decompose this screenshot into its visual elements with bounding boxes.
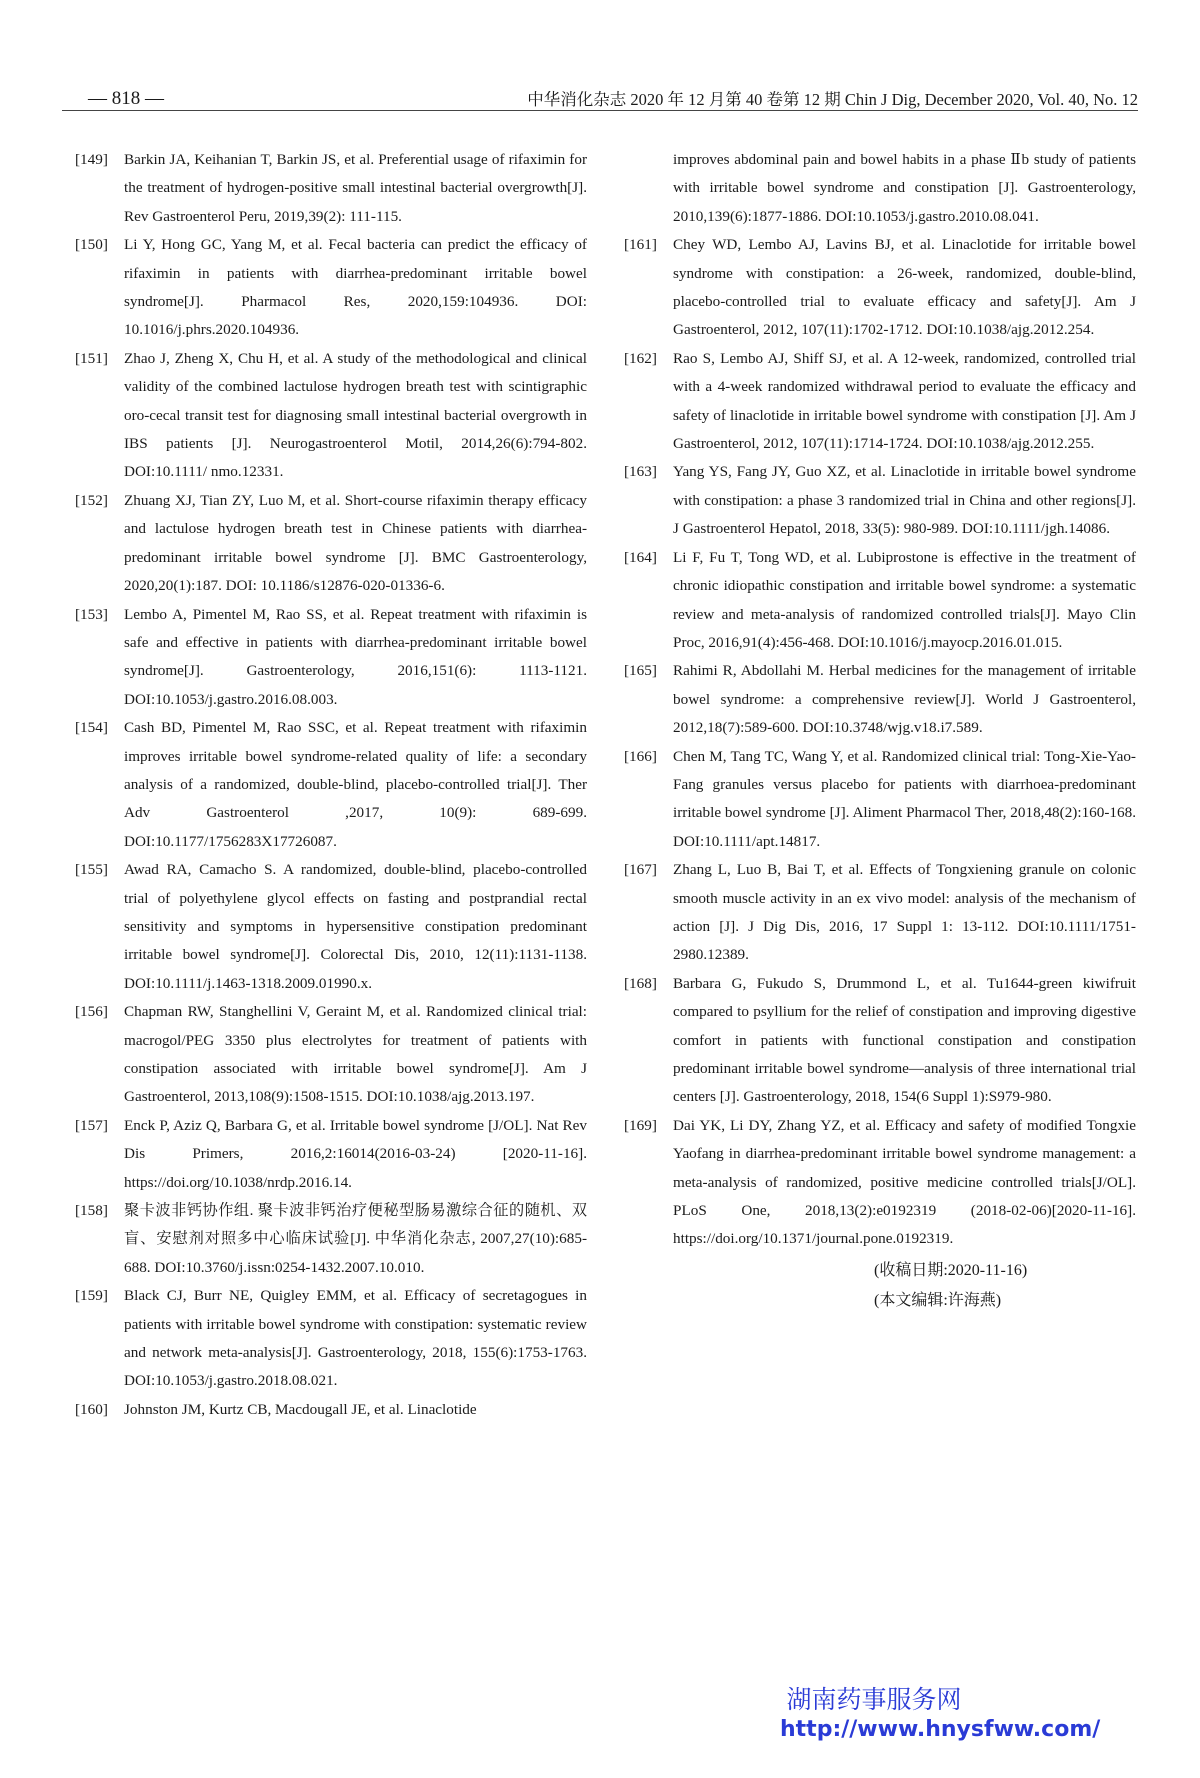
journal-running-header: 中华消化杂志 2020 年 12 月第 40 卷第 12 期 Chin J Dig, December 2020, Vol. 40, No. 12	[527, 90, 1138, 109]
reference-number: [162]	[624, 349, 657, 367]
reference-number: [165]	[624, 662, 657, 680]
article-editor: (本文编辑:许海燕)	[874, 1291, 1002, 1309]
reference-text: Rao S, Lembo AJ, Shiff SJ, et al. A 12-week, randomized, controlled trial with a 4-week randomized withdrawal period to evaluate the efficacy and safety of linaclotide in irritable bowel syndrome with constipation [J]. Am J Gastroenterol, 2012, 107(11):1714-1724. DOI:10.1038/ajg.2012.255.	[673, 349, 1136, 453]
reference-item	[75, 998, 587, 1112]
reference-number: [163]	[624, 463, 657, 481]
reference-number: [161]	[624, 236, 657, 254]
reference-number: [155]	[75, 861, 108, 879]
reference-text: Chen M, Tang TC, Wang Y, et al. Randomized clinical trial: Tong-Xie-Yao-Fang granules versus placebo for patients with diarrhoea-predominant irritable bowel syndrome [J]. Aliment Pharmacol Ther, 2018,48(2):160-168. DOI:10.1111/apt.14817.	[673, 747, 1136, 850]
reference-text: Cash BD, Pimentel M, Rao SSC, et al. Repeat treatment with rifaximin improves irritable bowel syndrome-related quality of life: a secondary analysis of a randomized, double-blind, placebo-controlled trial[J]. Ther Adv Gastroenterol ,2017, 10(9): 689-699. DOI:10.1177/1756283X17726087.	[124, 719, 587, 850]
reference-text: Barbara G, Fukudo S, Drummond L, et al. Tu1644-green kiwifruit compared to psyllium for the relief of constipation and improving digestive comfort in patients with functional constipation and constipation predominant irritable bowel syndrome—analysis of three international trial centers [J]. Gastroenterology, 2018, 154(6 Suppl 1):S979-980.	[673, 974, 1136, 1106]
reference-number: [160]	[75, 1400, 108, 1418]
reference-number: [169]	[624, 1116, 657, 1134]
reference-number: [157]	[75, 1116, 108, 1134]
reference-item	[75, 856, 587, 998]
reference-number: [164]	[624, 548, 657, 566]
reference-text: Yang YS, Fang JY, Guo XZ, et al. Linaclotide in irritable bowel syndrome with constipation: a phase 3 randomized trial in China and other regions[J]. J Gastroenterol Hepatol, 2018, 33(5): 980-989. DOI:10.1111/jgh.14086.	[673, 463, 1136, 538]
reference-item	[75, 714, 587, 856]
reference-item	[75, 487, 587, 601]
reference-text: Black CJ, Burr NE, Quigley EMM, et al. Efficacy of secretagogues in patients with irritable bowel syndrome with constipation: systematic review and network meta-analysis[J]. Gastroenterology, 2018, 155(6):1753-1763. DOI:10.1053/j.gastro.2018.08.021.	[124, 1287, 587, 1390]
reference-item	[75, 1282, 587, 1396]
reference-item	[624, 657, 1136, 742]
header-divider	[62, 110, 1138, 111]
reference-item	[624, 856, 1136, 970]
reference-item	[75, 345, 587, 487]
reference-text: Rahimi R, Abdollahi M. Herbal medicines for the management of irritable bowel syndrome: a comprehensive review[J]. World J Gastroenterol, 2012,18(7):589-600. DOI:10.3748/wjg.v18.i7.589.	[673, 662, 1136, 737]
reference-text: Awad RA, Camacho S. A randomized, double-blind, placebo-controlled trial of polyethylene glycol effects on fasting and postprandial rectal sensitivity and symptoms in hypersensitive constipation predominant irritable bowel syndrome[J]. Colorectal Dis, 2010, 12(11):1131-1138. DOI:10.1111/j.1463-1318.2009.01990.x.	[124, 861, 587, 992]
reference-number: [150]	[75, 236, 108, 254]
reference-number: [152]	[75, 491, 108, 509]
page-number: — 818 —	[88, 88, 164, 109]
reference-item	[624, 970, 1136, 1112]
references-right-column	[624, 146, 1136, 1316]
reference-item	[75, 231, 587, 345]
reference-number: [156]	[75, 1003, 108, 1021]
watermark-site-name: 湖南药事服务网	[786, 1685, 962, 1714]
reference-continuation	[624, 146, 1136, 231]
reference-text: Dai YK, Li DY, Zhang YZ, et al. Efficacy and safety of modified Tongxie Yaofang in diarrhea-predominant irritable bowel syndrome management: a meta-analysis of randomized, positive medicine controlled trials[J/OL]. PLoS One, 2018,13(2):e0192319 (2018-02-06)[2020-11-16]. https://doi.org/10.1371/journal.pone.0192319.	[673, 1116, 1136, 1248]
reference-item	[75, 146, 587, 231]
reference-text: Zhuang XJ, Tian ZY, Luo M, et al. Short-course rifaximin therapy efficacy and lactulose hydrogen breath test in Chinese patients with diarrhea-predominant irritable bowel syndrome [J]. BMC Gastroenterology, 2020,20(1):187. DOI: 10.1186/s12876-020-01336-6.	[124, 491, 587, 595]
references-left-column	[75, 146, 587, 1424]
end-notes	[624, 1256, 1136, 1316]
received-date: (收稿日期:2020-11-16)	[874, 1261, 1028, 1279]
reference-number: [167]	[624, 861, 657, 879]
reference-text: improves abdominal pain and bowel habits in a phase Ⅱb study of patients with irritable bowel syndrome and constipation [J]. Gastroenterology, 2010,139(6):1877-1886. DOI:10.1053/j.gastro.2010.08.041.	[673, 151, 1136, 225]
reference-item	[624, 345, 1136, 459]
reference-item	[624, 743, 1136, 857]
reference-text: Zhao J, Zheng X, Chu H, et al. A study of the methodological and clinical validity of the combined lactulose hydrogen breath test with scintigraphic oro-cecal transit test for diagnosing small intestinal bacterial overgrowth in IBS patients [J]. Neurogastroenterol Motil, 2014,26(6):794-802. DOI:10.1111/ nmo.12331.	[124, 349, 587, 481]
reference-item	[75, 601, 587, 715]
watermark-url[interactable]: http://www.hnysfww.com/	[780, 1717, 1101, 1742]
reference-item	[624, 1112, 1136, 1254]
reference-text: Barkin JA, Keihanian T, Barkin JS, et al. Preferential usage of rifaximin for the treatment of hydrogen-positive small intestinal bacterial overgrowth[J]. Rev Gastroenterol Peru, 2019,39(2): 111-115.	[124, 151, 587, 225]
reference-text: Chapman RW, Stanghellini V, Geraint M, et al. Randomized clinical trial: macrogol/PEG 3350 plus electrolytes for treatment of patients with constipation associated with irritable bowel syndrome[J]. Am J Gastroenterol, 2013,108(9):1508-1515. DOI:10.1038/ajg.2013.197.	[124, 1003, 587, 1106]
reference-text: Li F, Fu T, Tong WD, et al. Lubiprostone is effective in the treatment of chronic idiopathic constipation and irritable bowel syndrome: a systematic review and meta-analysis of randomized controlled trials[J]. Mayo Clin Proc, 2016,91(4):456-468. DOI:10.1016/j.mayocp.2016.01.015.	[673, 548, 1136, 651]
reference-number: [154]	[75, 719, 108, 737]
reference-item	[75, 1112, 587, 1197]
reference-item	[624, 544, 1136, 658]
reference-item	[624, 231, 1136, 345]
site-watermark	[780, 1685, 1100, 1745]
reference-item	[75, 1396, 587, 1424]
reference-text: Zhang L, Luo B, Bai T, et al. Effects of Tongxiening granule on colonic smooth muscle activity in an ex vivo model: analysis of the mechanism of action [J]. J Dig Dis, 2016, 17 Suppl 1: 13-112. DOI:10.1111/1751-2980.12389.	[673, 861, 1136, 964]
reference-number: [151]	[75, 349, 108, 367]
reference-number: [158]	[75, 1202, 108, 1220]
reference-text: Li Y, Hong GC, Yang M, et al. Fecal bacteria can predict the efficacy of rifaximin in patients with diarrhea-predominant irritable bowel syndrome[J]. Pharmacol Res, 2020,159:104936. DOI: 10.1016/j.phrs.2020.104936.	[124, 236, 587, 339]
reference-item	[75, 1197, 587, 1282]
reference-text: Lembo A, Pimentel M, Rao SS, et al. Repeat treatment with rifaximin is safe and effective in patients with diarrhea-predominant irritable bowel syndrome[J]. Gastroenterology, 2016,151(6): 1113-1121. DOI:10.1053/j.gastro.2016.08.003.	[124, 605, 587, 708]
reference-number: [166]	[624, 747, 657, 765]
reference-number: [153]	[75, 605, 108, 623]
reference-text: Chey WD, Lembo AJ, Lavins BJ, et al. Linaclotide for irritable bowel syndrome with constipation: a 26-week, randomized, double-blind, placebo-controlled trial to evaluate efficacy and safety[J]. Am J Gastroenterol, 2012, 107(11):1702-1712. DOI:10.1038/ajg.2012.254.	[673, 236, 1136, 339]
reference-number: [149]	[75, 151, 108, 168]
reference-text: Johnston JM, Kurtz CB, Macdougall JE, et al. Linaclotide	[124, 1400, 477, 1418]
reference-number: [159]	[75, 1287, 108, 1305]
reference-number: [168]	[624, 974, 657, 992]
reference-text: 聚卡波非钙协作组. 聚卡波非钙治疗便秘型肠易激综合征的随机、双盲、安慰剂对照多中心临床试验[J]. 中华消化杂志, 2007,27(10):685-688. DOI:10.3760/j.issn:0254-1432.2007.10.010.	[124, 1202, 587, 1276]
reference-item	[624, 458, 1136, 543]
reference-text: Enck P, Aziz Q, Barbara G, et al. Irritable bowel syndrome [J/OL]. Nat Rev Dis Primers, 2016,2:16014(2016-03-24) [2020-11-16]. https://doi.org/10.1038/nrdp.2016.14.	[124, 1116, 587, 1191]
